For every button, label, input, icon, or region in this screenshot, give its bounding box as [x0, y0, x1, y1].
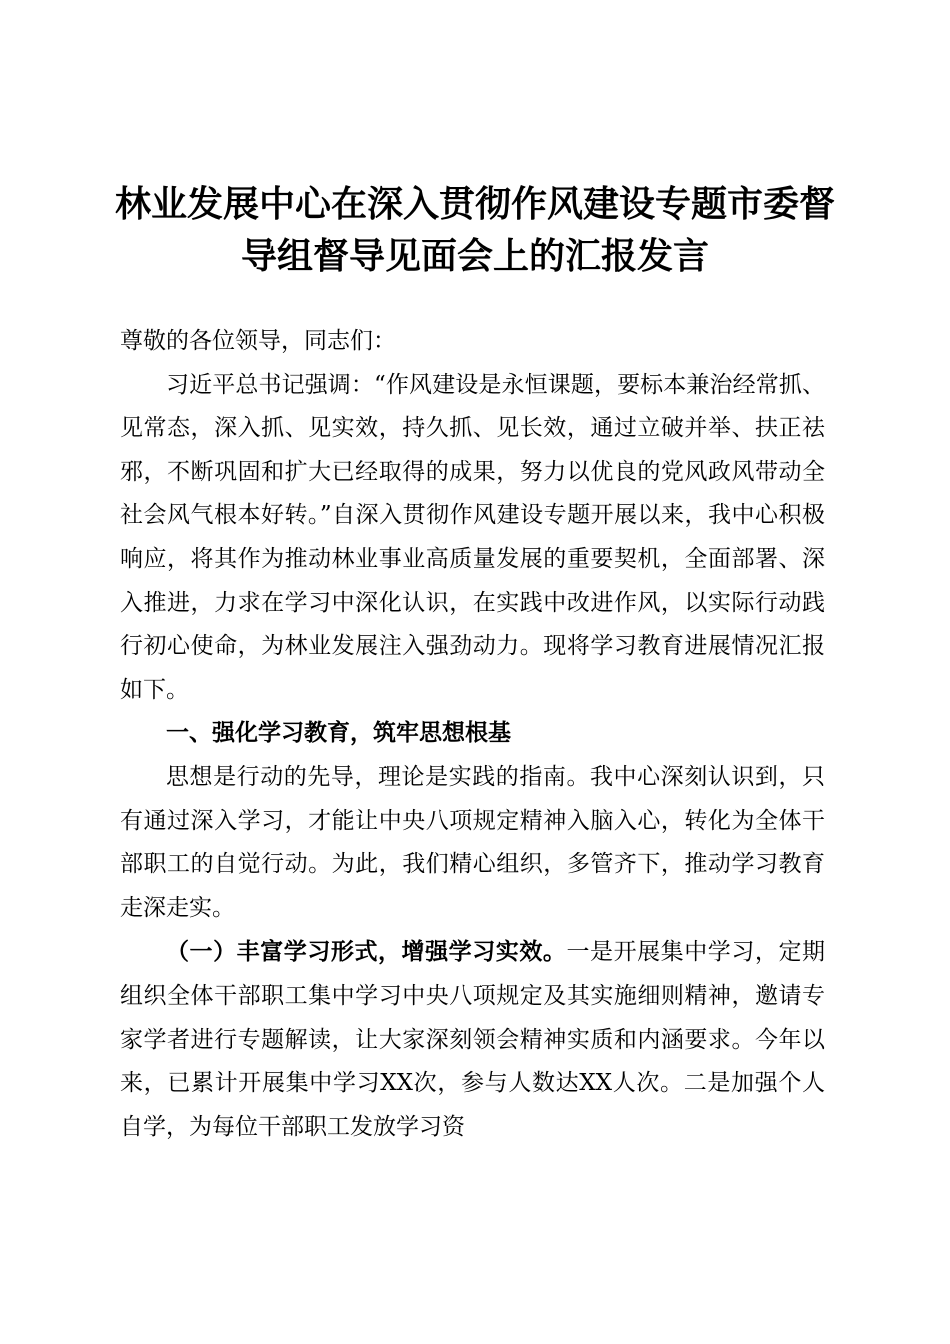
subsection-lead: （一）丰富学习形式，增强学习实效。: [166, 938, 567, 966]
intro-paragraph: 习近平总书记强调：“作风建设是永恒课题，要标本兼治经常抓、见常态，深入抓、见实效，持久抓、见长效，通过立破并举、扶正祛邪，不断巩固和扩大已经取得的成果，努力以优良的党风政风带动全社会风气根本好转。”自深入贯彻作风建设专题开展以来，我中心积极响应，将其作为推动林业事业高质量发展的重要契机，全面部署、深入推进，力求在学习中深化认识，在实践中改进作风，以实际行动践行初心使命，为林业发展注入强劲动力。现将学习教育进展情况汇报如下。: [120, 371, 825, 703]
document-title: 林业发展中心在深入贯彻作风建设专题市委督导组督导见面会上的汇报发言: [114, 183, 835, 277]
section-heading: 一、强化学习教育，筑牢思想根基: [166, 720, 511, 747]
section-paragraph: 思想是行动的先导，理论是实践的指南。我中心深刻认识到，只有通过深入学习，才能让中央八项规定精神入脑入心，转化为全体干部职工的自觉行动。为此，我们精心组织，多管齐下，推动学习教育走深走实。: [120, 763, 825, 921]
salutation: 尊敬的各位领导，同志们：: [120, 328, 396, 354]
subsection-paragraph: [120, 930, 825, 1149]
subsection-text: 一是开展集中学习，定期组织全体干部职工集中学习中央八项规定及其实施细则精神，邀请专家学者进行专题解读，让大家深刻领会精神实质和内涵要求。今年以来，已累计开展集中学习XX次，参与人数达XX人次。二是加强个人自学，为每位干部职工发放学习资: [120, 939, 826, 1140]
document-body: [120, 320, 825, 1149]
